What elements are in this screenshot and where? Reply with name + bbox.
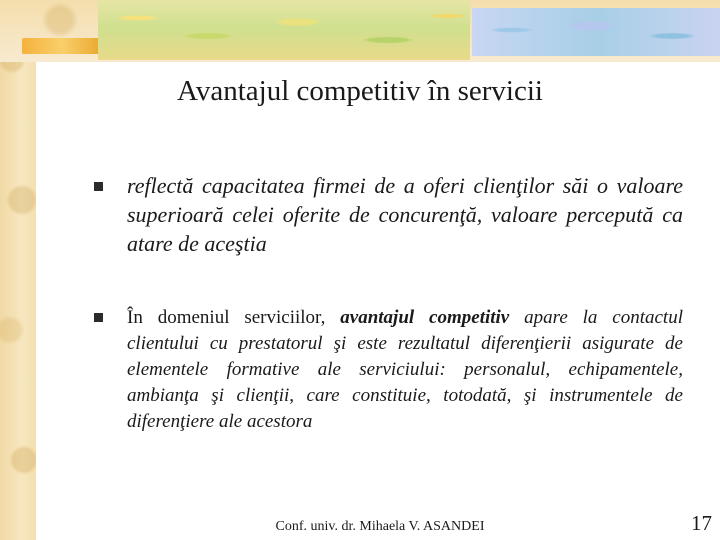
bullet-text-1: reflectă capacitatea firmei de a oferi clienţilor săi o valoare superioară celei oferite de concurenţă, valoare percepută ca atare de aceştia bbox=[127, 173, 683, 256]
decorative-art-strip bbox=[472, 8, 720, 56]
content-panel bbox=[36, 62, 720, 540]
footer-author: Conf. univ. dr. Mihaela V. ASANDEI bbox=[275, 519, 485, 534]
decorative-art-strip bbox=[98, 0, 470, 60]
decorative-art-strip bbox=[22, 38, 102, 54]
slide-title: Avantajul competitiv în servicii bbox=[177, 75, 543, 107]
bullet-square-icon bbox=[94, 182, 103, 191]
bullet-text-2 bbox=[127, 305, 683, 435]
page-number: 17 bbox=[691, 511, 712, 535]
bullet-text-2-emphasis: avantajul competitiv bbox=[340, 307, 510, 328]
parchment-border-left bbox=[0, 0, 36, 540]
bullet-square-icon bbox=[94, 313, 103, 322]
bullet-text-2-rest: apare la contactul clientului cu prestatorul şi este rezultatul diferenţierii asigurate de elementele formative ale serviciului: personalul, echipamentele, ambianţa şi clienţii, care constituie, totodată, şi instrumentele de diferenţiere ale acestora bbox=[127, 307, 683, 432]
bullet-text-2-lead: În domeniul serviciilor, bbox=[127, 307, 341, 328]
